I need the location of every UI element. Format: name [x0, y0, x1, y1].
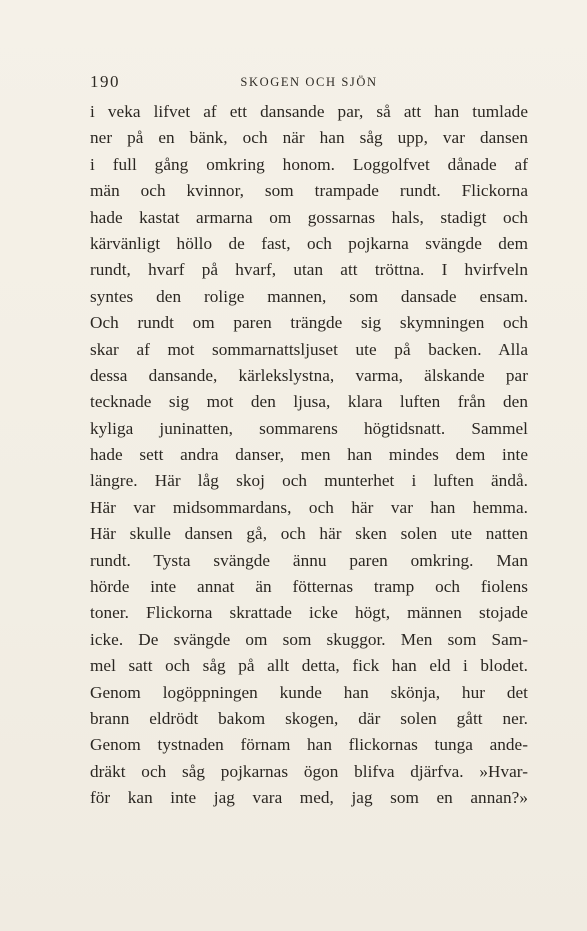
text-line: dräkt och såg pojkarnas ögon blifva djärfva. »Hvar-: [90, 761, 528, 781]
text-line: dessa dansande, kärlekslystna, varma, älskande par: [90, 365, 528, 385]
text-line: hörde inte annat än fötternas tramp och fiolens: [90, 577, 528, 597]
page-header: [90, 72, 528, 94]
text-line: kyliga juninatten, sommarens högtidsnatt. Sammel: [90, 418, 528, 438]
text-line: ner på en bänk, och när han såg upp, var dansen: [90, 128, 528, 148]
body-text: [90, 99, 528, 812]
text-line: Genom logöppningen kunde han skönja, hur det: [90, 682, 528, 702]
running-title: SKOGEN OCH SJÖN: [240, 75, 378, 89]
page-number: 190: [90, 72, 120, 91]
text-line: rundt. Tysta svängde ännu paren omkring. Man: [90, 550, 528, 570]
text-line: mel satt och såg på allt detta, fick han eld i blodet.: [90, 656, 528, 676]
text-line: rundt, hvarf på hvarf, utan att tröttna. I hvirfveln: [90, 260, 528, 280]
text-line: hade sett andra danser, men han mindes dem inte: [90, 445, 528, 465]
text-line: tecknade sig mot den ljusa, klara luften från den: [90, 392, 528, 412]
text-line: syntes den rolige mannen, som dansade ensam.: [90, 286, 528, 306]
text-line: Här skulle dansen gå, och här sken solen ute natten: [90, 524, 528, 544]
text-line: män och kvinnor, som trampade rundt. Flickorna: [90, 181, 528, 201]
text-line: för kan inte jag vara med, jag som en annan?»: [90, 788, 528, 808]
text-line: icke. De svängde om som skuggor. Men som Sam-: [90, 629, 528, 649]
text-line: skar af mot sommarnattsljuset ute på backen. Alla: [90, 339, 528, 359]
text-line: i full gång omkring honom. Loggolfvet dånade af: [90, 154, 528, 174]
text-line: längre. Här låg skoj och munterhet i luften ändå.: [90, 471, 528, 491]
text-line: i veka lifvet af ett dansande par, så att han tumlade: [90, 102, 528, 121]
text-line: kärvänligt höllo de fast, och pojkarna svängde dem: [90, 233, 528, 253]
text-line: Och rundt om paren trängde sig skymningen och: [90, 313, 528, 333]
text-line: Genom tystnaden förnam han flickornas tunga ande-: [90, 735, 528, 755]
text-line: toner. Flickorna skrattade icke högt, männen stojade: [90, 603, 528, 623]
text-line: hade kastat armarna om gossarnas hals, stadigt och: [90, 207, 528, 227]
text-line: Här var midsommardans, och här var han hemma.: [90, 497, 528, 517]
text-line: brann eldrödt bakom skogen, där solen gått ner.: [90, 708, 528, 728]
